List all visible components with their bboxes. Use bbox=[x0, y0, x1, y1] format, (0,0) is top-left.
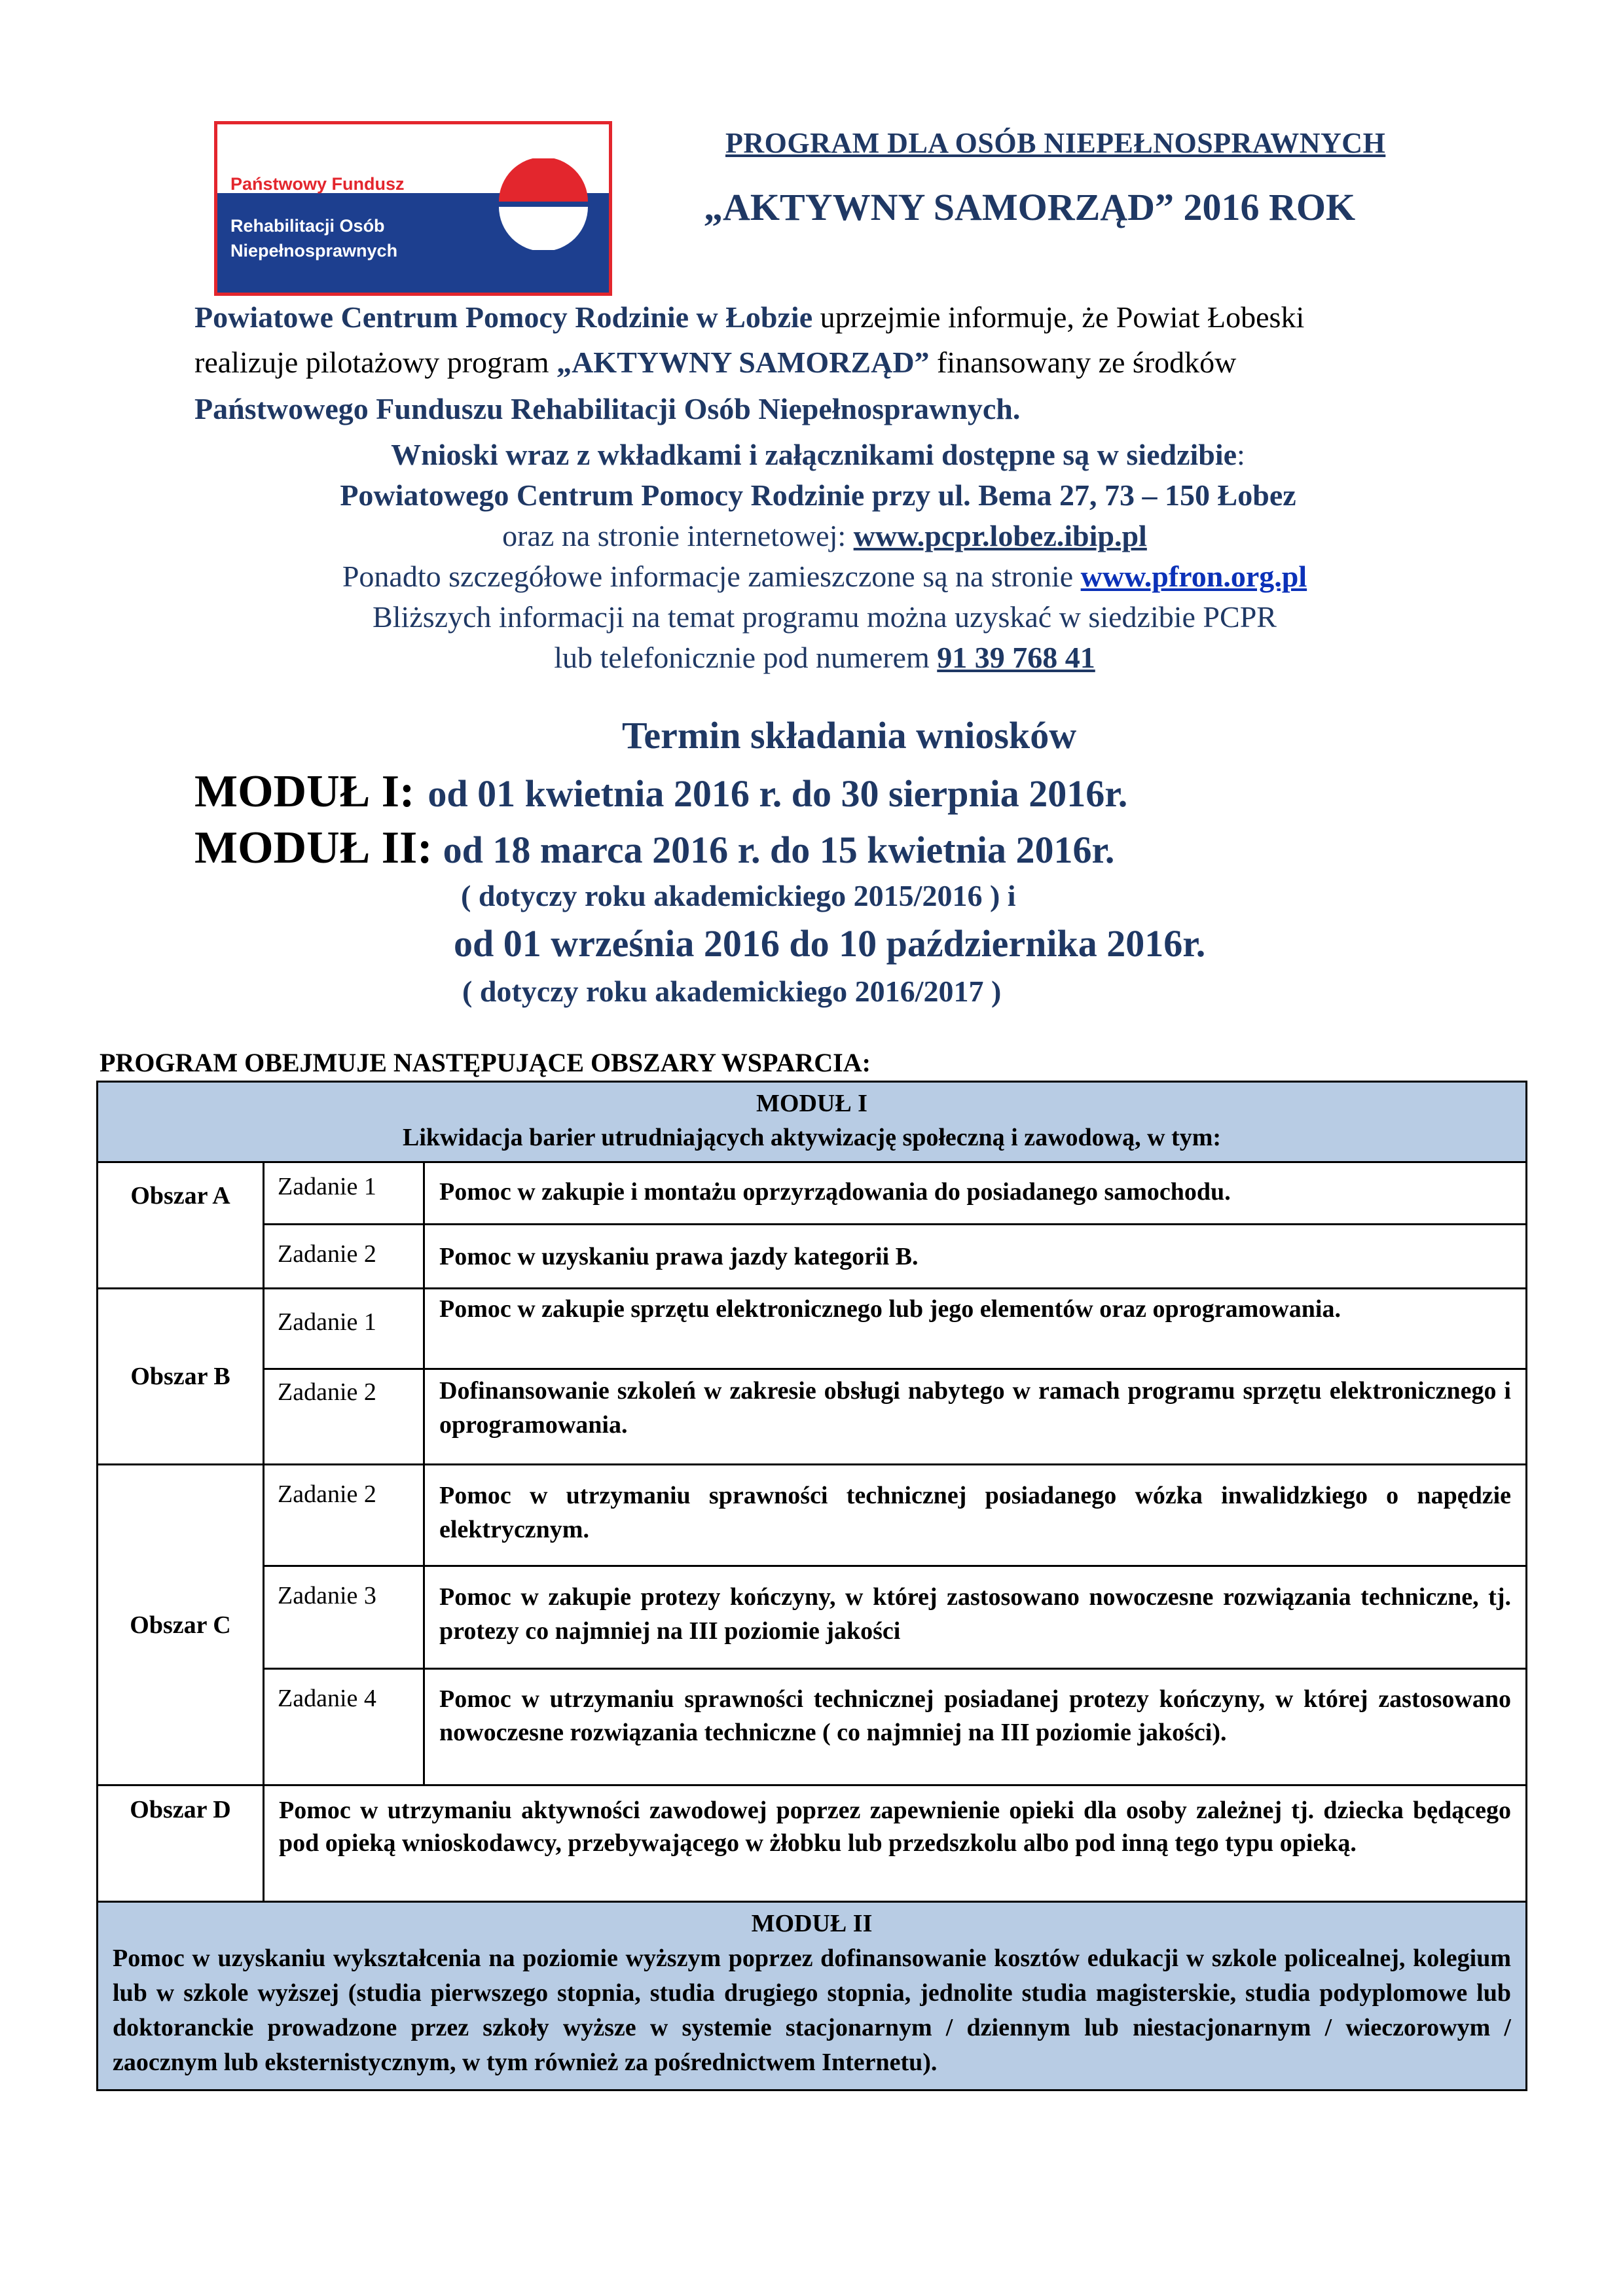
intro-line-1 bbox=[194, 300, 1304, 334]
module-2-label: MODUŁ II: bbox=[194, 823, 433, 873]
info-line-1 bbox=[0, 437, 1623, 472]
module-2-dates: od 18 marca 2016 r. do 15 kwietnia 2016r. bbox=[443, 829, 1115, 871]
module-2-cell bbox=[98, 1902, 1527, 2090]
info-line-1-text: Wnioski wraz z wkładkami i załącznikami dostępne są w siedzibie bbox=[391, 438, 1237, 471]
module-2-note-2: ( dotyczy roku akademickiego 2016/2017 ) bbox=[462, 975, 1002, 1008]
task-description: Pomoc w utrzymaniu sprawności technicznej posiadanej protezy kończyny, w której zastosowano nowoczesne rozwiązania techniczne ( co najmniej na III poziomie jakości). bbox=[424, 1669, 1527, 1785]
info-line-3-text: oraz na stronie internetowej: bbox=[502, 519, 854, 552]
task-label: Zadanie 1 bbox=[264, 1162, 424, 1225]
table-row bbox=[98, 1289, 1527, 1369]
module-1-label: MODUŁ I: bbox=[194, 766, 415, 817]
table-row bbox=[98, 1566, 1527, 1669]
module-2-term bbox=[194, 822, 1114, 874]
task-label: Zadanie 3 bbox=[264, 1566, 424, 1669]
info-line-6 bbox=[0, 640, 1623, 675]
logo-lines-2-3 bbox=[230, 213, 397, 263]
logo-line-3: Niepełnosprawnych bbox=[230, 241, 398, 260]
intro-program-name: „AKTYWNY SAMORZĄD” bbox=[556, 346, 930, 379]
task-label: Zadanie 2 bbox=[264, 1465, 424, 1566]
task-description: Pomoc w zakupie sprzętu elektronicznego lub jego elementów oraz oprogramowania. bbox=[424, 1289, 1527, 1369]
info-line-4 bbox=[0, 559, 1623, 594]
info-line-6-text: lub telefonicznie pod numerem bbox=[554, 641, 938, 674]
module-2-row bbox=[98, 1902, 1527, 2090]
task-label: Zadanie 4 bbox=[264, 1669, 424, 1785]
intro-line-2-end: finansowany ze środków bbox=[929, 346, 1237, 379]
intro-line-1-text: uprzejmie informuje, że Powiat Łobeski bbox=[812, 300, 1305, 334]
pfron-website-link[interactable]: www.pfron.org.pl bbox=[1080, 560, 1307, 593]
module-1-header-row bbox=[98, 1082, 1527, 1162]
logo-circle-icon bbox=[498, 158, 589, 250]
task-description: Pomoc w uzyskaniu prawa jazdy kategorii B. bbox=[424, 1225, 1527, 1289]
info-line-5: Bliższych informacji na temat programu można uzyskać w siedzibie PCPR bbox=[373, 600, 1277, 634]
program-title: „AKTYWNY SAMORZĄD” 2016 ROK bbox=[704, 186, 1356, 228]
support-areas-title: PROGRAM OBEJMUJE NASTĘPUJĄCE OBSZARY WSPARCIA: bbox=[100, 1048, 871, 1077]
area-b-label: Obszar B bbox=[98, 1289, 264, 1465]
module-1-subtitle: Likwidacja barier utrudniających aktywizację społeczną i zawodową, w tym: bbox=[402, 1124, 1222, 1151]
table-row bbox=[98, 1369, 1527, 1465]
task-description: Dofinansowanie szkoleń w zakresie obsługi nabytego w ramach programu sprzętu elektronicznego i oprogramowania. bbox=[424, 1369, 1527, 1465]
pfron-logo bbox=[214, 121, 612, 296]
module-2-dates-2: od 01 września 2016 do 10 października 2016r. bbox=[454, 922, 1206, 965]
area-d-description: Pomoc w utrzymaniu aktywności zawodowej poprzez zapewnienie opieki dla osoby zależnej tj. dziecka będącego pod opieką wnioskodawcy, przebywającego w żłobku lub przedszkolu albo pod inną tego typu opieką. bbox=[264, 1785, 1527, 1902]
table-row bbox=[98, 1785, 1527, 1902]
program-heading: PROGRAM DLA OSÓB NIEPEŁNOSPRAWNYCH bbox=[725, 127, 1386, 159]
task-description: Pomoc w zakupie protezy kończyny, w której zastosowano nowoczesne rozwiązania techniczne, tj. protezy co najmniej na III poziomie jakości bbox=[424, 1566, 1527, 1669]
module-1-term bbox=[194, 766, 1127, 818]
table-row bbox=[98, 1465, 1527, 1566]
area-c-label: Obszar C bbox=[98, 1465, 264, 1785]
intro-line-2 bbox=[194, 345, 1236, 380]
module-2-title: MODUŁ II bbox=[751, 1910, 873, 1937]
task-description: Pomoc w utrzymaniu sprawności technicznej posiadanego wózka inwalidzkiego o napędzie elektrycznym. bbox=[424, 1465, 1527, 1566]
area-a-label: Obszar A bbox=[98, 1162, 264, 1289]
info-line-1-colon: : bbox=[1237, 438, 1245, 471]
table-row bbox=[98, 1162, 1527, 1225]
module-1-dates: od 01 kwietnia 2016 r. do 30 sierpnia 2016r. bbox=[428, 772, 1128, 815]
terms-title: Termin składania wniosków bbox=[622, 714, 1077, 757]
task-label: Zadanie 1 bbox=[264, 1289, 424, 1369]
table-row bbox=[98, 1225, 1527, 1289]
info-line-3 bbox=[0, 518, 1623, 553]
logo-line-2: Rehabilitacji Osób bbox=[230, 216, 385, 236]
phone-number[interactable]: 91 39 768 41 bbox=[937, 641, 1095, 674]
logo-line-1: Państwowy Fundusz bbox=[230, 174, 405, 194]
task-label: Zadanie 2 bbox=[264, 1225, 424, 1289]
area-d-label: Obszar D bbox=[98, 1785, 264, 1902]
support-areas-table bbox=[96, 1081, 1527, 2091]
info-address: Powiatowego Centrum Pomocy Rodzinie przy ul. Bema 27, 73 – 150 Łobez bbox=[340, 478, 1296, 512]
module-2-description: Pomoc w uzyskaniu wykształcenia na poziomie wyższym poprzez dofinansowanie kosztów edukacji w szkole policealnej, kolegium lub w szkole wyższej (studia pierwszego stopnia, studia drugiego stopnia, jednolite studia magisterskie, studia podyplomowe lub doktoranckie prowadzone przez szkoły wyższe w systemie stacjonarnym / dziennym lub niestacjonarnym / wieczorowym / zaocznym lub eksternistycznym, w tym również za pośrednictwem Internetu). bbox=[113, 1945, 1511, 2076]
module-1-header bbox=[98, 1082, 1527, 1162]
table-row bbox=[98, 1669, 1527, 1785]
intro-line-2-start: realizuje pilotażowy program bbox=[194, 346, 557, 379]
module-2-note-1: ( dotyczy roku akademickiego 2015/2016 ) i bbox=[461, 879, 1016, 912]
pcpr-name: Powiatowe Centrum Pomocy Rodzinie w Łobzie bbox=[194, 300, 813, 334]
intro-line-3: Państwowego Funduszu Rehabilitacji Osób Niepełnosprawnych. bbox=[194, 392, 1021, 425]
module-1-title: MODUŁ I bbox=[756, 1090, 867, 1117]
info-line-4-text: Ponadto szczegółowe informacje zamieszczone są na stronie bbox=[342, 560, 1081, 593]
task-description: Pomoc w zakupie i montażu oprzyrządowania do posiadanego samochodu. bbox=[424, 1162, 1527, 1225]
pcpr-website-link[interactable]: www.pcpr.lobez.ibip.pl bbox=[853, 519, 1147, 552]
task-label: Zadanie 2 bbox=[264, 1369, 424, 1465]
